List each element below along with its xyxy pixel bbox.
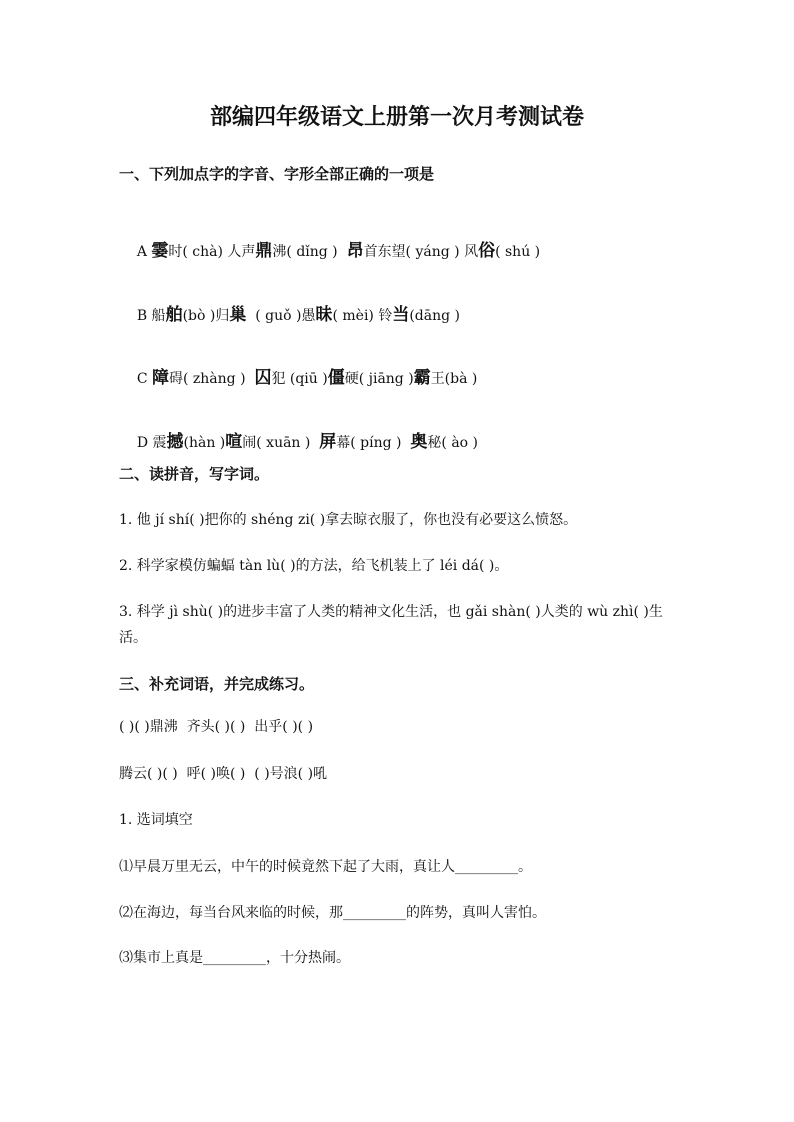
section1-heading: 一、下列加点字的字音、字形全部正确的一项是 bbox=[119, 165, 435, 183]
idiom-row-1: ( )( )鼎沸 齐头( )( ) 出乎( )( ) bbox=[119, 719, 314, 735]
section2-heading: 二、读拼音，写字词。 bbox=[119, 465, 270, 483]
section2-question-2: 2. 科学家模仿蝙蝠 tàn lù( )的方法，给飞机装上了 léi dá( )。 bbox=[119, 558, 509, 574]
idiom-row-2: 腾云( )( ) 呼( )唤( ) ( )号浪( )吼 bbox=[119, 766, 328, 782]
option-c: C 障碍( zhàng ) 囚犯 (qiū )僵硬( jiāng )霸王(bà ) bbox=[136, 368, 478, 388]
section2-question-3: 3. 科学 jì shù( )的进步丰富了人类的精神文化生活，也 gǎi shàn( )人类的 wù zhì( )生活。 bbox=[119, 604, 663, 646]
fill-in-1: ⑴早晨万里无云，中午的时候竟然下起了大雨，真让人_________。 bbox=[119, 859, 532, 875]
section3-heading: 三、补充词语，并完成练习。 bbox=[119, 675, 315, 693]
fill-in-3: ⑶集市上真是_________，十分热闹。 bbox=[119, 950, 350, 966]
section2-question-1: 1. 他 jí shí( )把你的 shéng zi( )拿去晾衣服了，你也没有必要这么愤怒。 bbox=[119, 512, 578, 528]
fill-in-2: ⑵在海边，每当台风来临的时候，那_________的阵势，真叫人害怕。 bbox=[119, 905, 546, 921]
option-a: A 霎时( chà) 人声鼎沸( dǐng ) 昂首东望( yáng ) 风俗( shú ) bbox=[136, 241, 541, 261]
option-d: D 震撼(hàn )喧闹( xuān ) 屏幕( píng ) 奥秘( ào ) bbox=[136, 432, 479, 452]
page-title: 部编四年级语文上册第一次月考测试卷 bbox=[209, 105, 584, 130]
option-b: B 船舶(bò )归巢 ( guǒ )愚昧( mèi) 铃当(dāng ) bbox=[136, 305, 461, 325]
fill-in-heading: 1. 选词填空 bbox=[119, 812, 193, 828]
